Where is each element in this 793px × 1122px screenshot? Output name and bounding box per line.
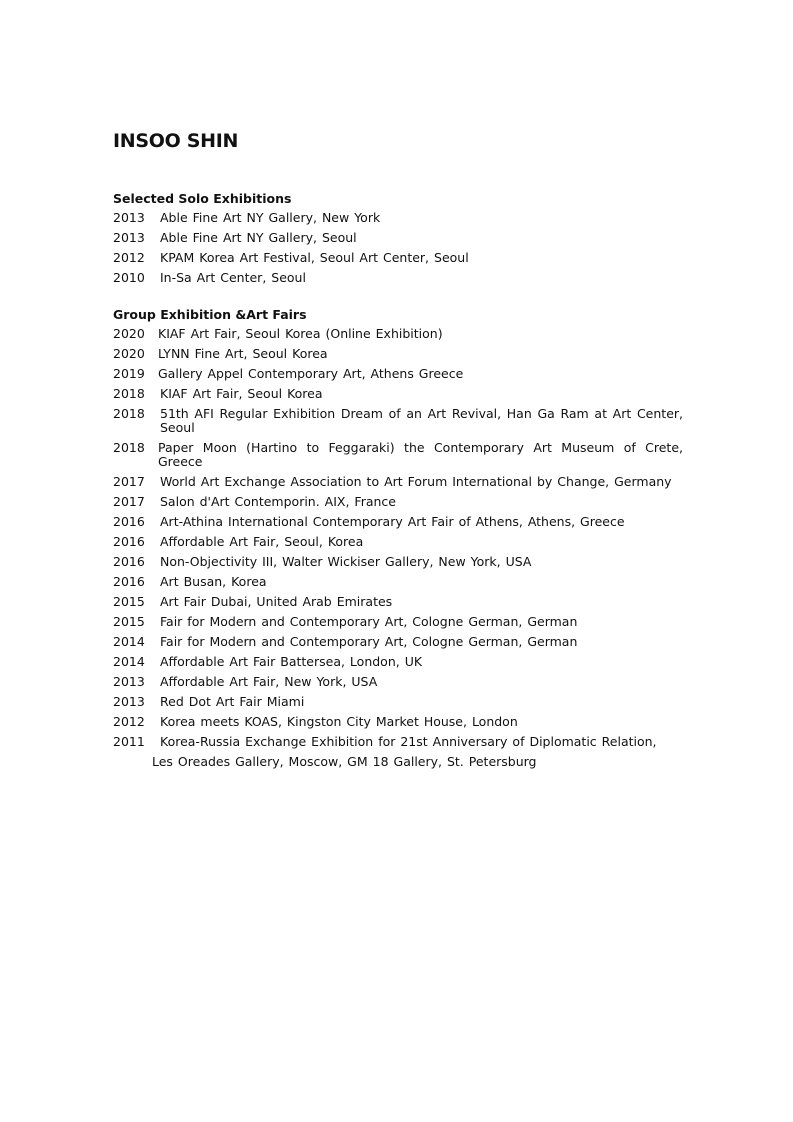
list-item (113, 552, 683, 572)
list-item (113, 732, 683, 752)
entry-year: 2013 (113, 694, 145, 709)
list-item (113, 384, 683, 404)
entry-text: Art-Athina International Contemporary Art Fair of Athens, Athens, Greece (160, 514, 625, 529)
list-item (113, 344, 683, 364)
entry-year: 2015 (113, 594, 145, 609)
entry-text: Salon d'Art Contemporin. AIX, France (160, 494, 396, 509)
entry-text: Non-Objectivity III, Walter Wickiser Gallery, New York, USA (160, 554, 532, 569)
entry-year: 2014 (113, 634, 145, 649)
entry-text: Art Fair Dubai, United Arab Emirates (160, 594, 393, 609)
entry-text: Fair for Modern and Contemporary Art, Cologne German, German (160, 614, 578, 629)
entry-text: KPAM Korea Art Festival, Seoul Art Center, Seoul (160, 250, 469, 265)
entry-year: 2017 (113, 494, 145, 509)
entry-year: 2016 (113, 554, 145, 569)
entry-text: 51th AFI Regular Exhibition Dream of an Art Revival, Han Ga Ram at Art Center, Seoul (160, 406, 683, 435)
entry-year: 2016 (113, 514, 145, 529)
entry-text: Fair for Modern and Contemporary Art, Cologne German, German (160, 634, 578, 649)
entry-year: 2011 (113, 734, 145, 749)
entry-text: Gallery Appel Contemporary Art, Athens Greece (158, 366, 464, 381)
entry-year: 2014 (113, 654, 145, 669)
list-item (113, 472, 683, 492)
entry-text: Paper Moon (Hartino to Feggaraki) the Contemporary Art Museum of Crete, Greece (158, 440, 683, 469)
list-item (113, 324, 683, 344)
list-item (113, 592, 683, 612)
list-item (113, 512, 683, 532)
solo-section-title: Selected Solo Exhibitions (113, 191, 292, 206)
list-item (113, 248, 683, 268)
list-item (113, 492, 683, 512)
entry-year: 2020 (113, 346, 145, 361)
list-item (113, 572, 683, 592)
entry-text: KIAF Art Fair, Seoul Korea (160, 386, 323, 401)
entry-year: 2018 (113, 386, 145, 401)
entry-text: Affordable Art Fair, New York, USA (160, 674, 378, 689)
list-item (113, 632, 683, 652)
list-item (113, 268, 683, 288)
entry-text: Red Dot Art Fair Miami (160, 694, 305, 709)
entry-year: 2018 (113, 406, 145, 421)
entry-text: Able Fine Art NY Gallery, New York (160, 210, 381, 225)
list-item (113, 652, 683, 672)
entry-text: Korea meets KOAS, Kingston City Market House, London (160, 714, 518, 729)
entry-text: In-Sa Art Center, Seoul (160, 270, 306, 285)
list-item (113, 692, 683, 712)
group-exhibitions-list (113, 324, 683, 752)
entry-year: 2016 (113, 574, 145, 589)
entry-year: 2017 (113, 474, 145, 489)
cv-document (113, 128, 683, 772)
list-item (113, 672, 683, 692)
artist-name: INSOO SHIN (113, 130, 239, 152)
entry-year: 2013 (113, 674, 145, 689)
list-item (113, 438, 683, 472)
group-section-title: Group Exhibition &Art Fairs (113, 307, 307, 322)
list-item (113, 612, 683, 632)
list-item (113, 364, 683, 384)
list-item (113, 404, 683, 438)
entry-year: 2019 (113, 366, 145, 381)
entry-year: 2012 (113, 250, 145, 265)
entry-year: 2010 (113, 270, 145, 285)
entry-text: KIAF Art Fair, Seoul Korea (Online Exhibition) (158, 326, 443, 341)
entry-text: LYNN Fine Art, Seoul Korea (158, 346, 328, 361)
entry-text: Art Busan, Korea (160, 574, 267, 589)
entry-continuation: Les Oreades Gallery, Moscow, GM 18 Gallery, St. Petersburg (152, 754, 537, 769)
entry-year: 2020 (113, 326, 145, 341)
entry-text: Korea-Russia Exchange Exhibition for 21st Anniversary of Diplomatic Relation, (160, 734, 657, 749)
entry-year: 2013 (113, 230, 145, 245)
entry-year: 2012 (113, 714, 145, 729)
entry-text: Able Fine Art NY Gallery, Seoul (160, 230, 357, 245)
entry-text: World Art Exchange Association to Art Forum International by Change, Germany (160, 474, 672, 489)
entry-year: 2013 (113, 210, 145, 225)
list-item (113, 712, 683, 732)
solo-exhibitions-list (113, 208, 683, 288)
entry-text: Affordable Art Fair Battersea, London, UK (160, 654, 423, 669)
entry-year: 2016 (113, 534, 145, 549)
entry-year: 2018 (113, 440, 145, 455)
entry-text: Affordable Art Fair, Seoul, Korea (160, 534, 364, 549)
list-item (113, 208, 683, 228)
list-item (113, 228, 683, 248)
entry-year: 2015 (113, 614, 145, 629)
list-item (113, 532, 683, 552)
